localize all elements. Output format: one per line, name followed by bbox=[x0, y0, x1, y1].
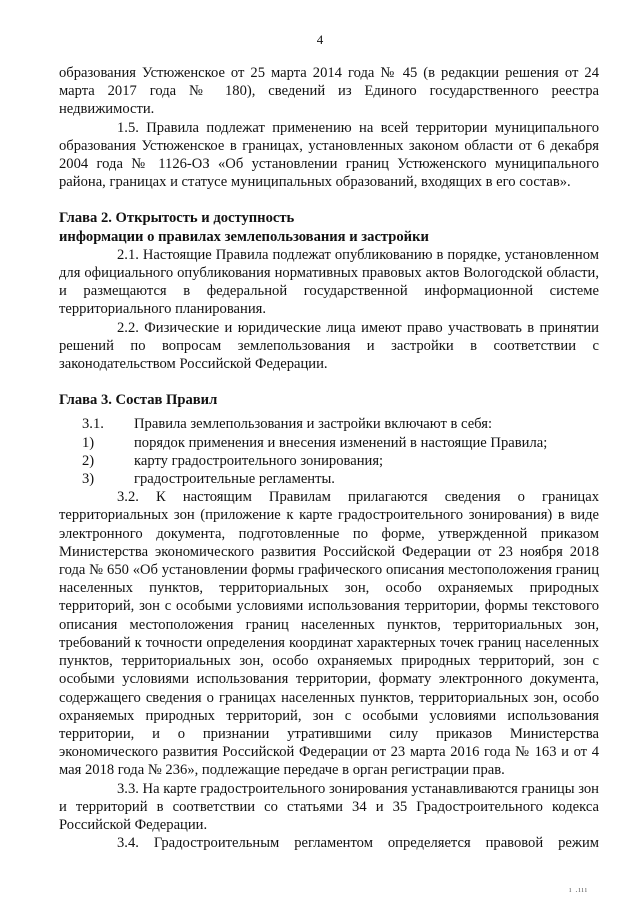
spacer bbox=[59, 191, 599, 209]
chapter-2-heading-line-1: Глава 2. Открытость и доступность bbox=[59, 210, 295, 227]
list-item-number: 3) bbox=[82, 471, 95, 488]
chapter-2-heading-line-2: информации о правилах землепользования и застройки bbox=[59, 228, 429, 245]
paragraph-3-3: 3.3. На карте градостроительного зонирования устанавливаются границы зон и территорий в соответствии со статьями 34 и 35 Градостроительного кодекса Российской Федерации. bbox=[59, 780, 599, 833]
list-item-number: 1) bbox=[82, 434, 95, 451]
document-body bbox=[59, 64, 599, 852]
paragraph-continuation: образования Устюженское от 25 марта 2014 года № 45 (в редакции решения от 24 марта 2017 года № 180), сведений из Единого государственного реестра недвижимости. bbox=[59, 65, 599, 118]
list-item-number: 2) bbox=[82, 452, 95, 469]
list-item-text: градостроительные регламенты. bbox=[134, 471, 335, 488]
list-item bbox=[59, 434, 599, 452]
paragraph-1-5: 1.5. Правила подлежат применению на всей территории муниципального образования Устюженское в границах, установленных законом области от 6 декабря 2004 года № 1126-ОЗ «Об установлении границ Устюженского муниципального района, границах и статусе муниципальных образований, входящих в его состав». bbox=[59, 119, 599, 191]
paragraph-2-2: 2.2. Физические и юридические лица имеют право участвовать в принятии решений по вопросам землепользования и застройки в соответствии с законодательством Российской Федерации. bbox=[59, 319, 599, 373]
paragraph-2-1: 2.1. Настоящие Правила подлежат опубликованию в порядке, установленном для официального опубликования нормативных правовых актов Вологодской области, и размещаются в федеральной государственной информационной системе территориального планирования. bbox=[59, 246, 599, 318]
list-item-text: карту градостроительного зонирования; bbox=[134, 452, 384, 469]
list-item bbox=[59, 470, 599, 488]
list-item bbox=[59, 452, 599, 470]
paragraph-3-2: 3.2. К настоящим Правилам прилагаются сведения о границах территориальных зон (приложение к карте градостроительного зонирования) в виде электронного документа, подготовленные по форме, утвержденной приказом Министерства экономического развития Российской Федерации от 23 ноября 2018 года № 650 «Об установлении формы графического описания местоположения границ населенных пунктов, территориальных зон, особо охраняемых природных территорий, зон с особыми условиями использования территории, формы текстового описания местоположения границ населенных пунктов, территориальных зон, требований к точности определения координат характерных точек границ населенных пунктов, территориальных зон, особо охраняемых природных территорий, зон с особыми условиями использования территории, формату электронного документа, содержащего сведения о границах населенных пунктов, территориальных зон, особо охраняемых природных территорий, зон с особыми условиями использования территории, и о признании утратившими силу приказов Министерства экономического развития Российской Федерации от 23 марта 2016 года № 163 и от 4 мая 2018 года № 236», подлежащие передаче в орган регистрации прав. bbox=[59, 489, 599, 779]
page-number: 4 bbox=[316, 32, 324, 47]
paragraph-3-4: 3.4. Градостроительным регламентом определяется правовой режим bbox=[117, 835, 599, 852]
list-item-text: порядок применения и внесения изменений в настоящие Правила; bbox=[134, 434, 548, 451]
footer-mark: ı .ııı bbox=[569, 884, 588, 894]
paragraph-3-1-text: Правила землепользования и застройки включают в себя: bbox=[134, 416, 492, 433]
spacer bbox=[59, 373, 599, 391]
chapter-3-heading: Глава 3. Состав Правил bbox=[59, 392, 218, 409]
paragraph-3-1-number: 3.1. bbox=[82, 416, 104, 433]
paragraph-3-1 bbox=[59, 415, 599, 433]
